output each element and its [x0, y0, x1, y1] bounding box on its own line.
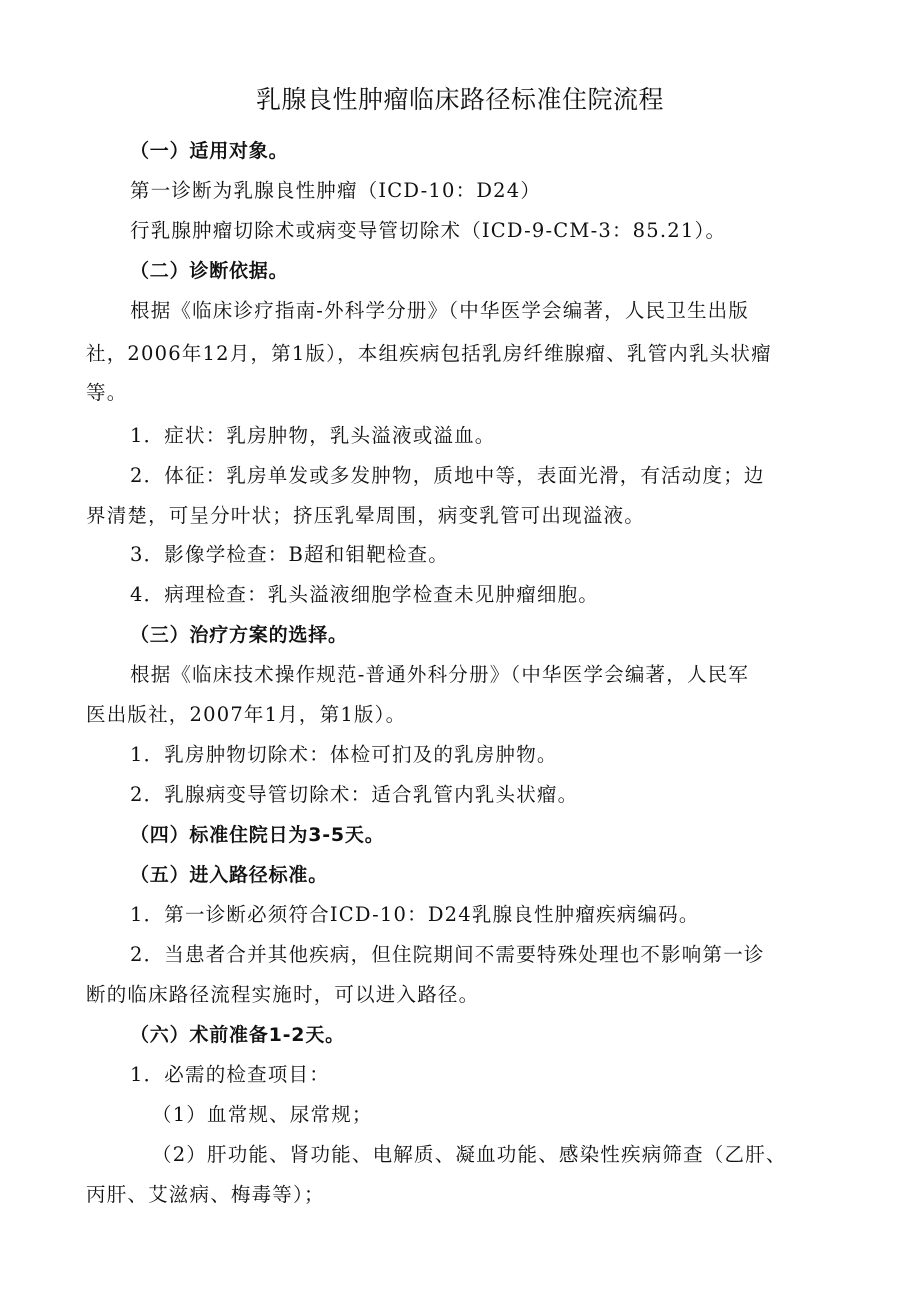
section-heading-6: （六）术前准备1-2天。: [130, 1024, 345, 1046]
list-item: 1．第一诊断必须符合ICD-10：D24乳腺良性肿瘤疾病编码。: [130, 903, 700, 926]
paragraph-line: 医出版社，2007年1月，第1版）。: [86, 703, 407, 726]
paragraph-line: 等。: [86, 381, 128, 404]
list-item: 4．病理检查：乳头溢液细胞学检查未见肿瘤细胞。: [130, 583, 600, 606]
section-heading-2: （二）诊断依据。: [130, 260, 289, 282]
list-item: （1）血常规、尿常规；: [152, 1103, 373, 1126]
list-item: 1．必需的检查项目：: [130, 1063, 330, 1086]
section-heading-1: （一）适用对象。: [130, 140, 289, 162]
list-item: 3．影像学检查：B超和钼靶检查。: [130, 543, 449, 566]
paragraph-line: 社，2006年12月，第1版），本组疾病包括乳房纤维腺瘤、乳管内乳头状瘤: [86, 342, 772, 365]
list-item: 2．乳腺病变导管切除术：适合乳管内乳头状瘤。: [130, 783, 579, 806]
list-item: 1．症状：乳房肿物，乳头溢液或溢血。: [130, 424, 496, 447]
paragraph-line: 界清楚，可呈分叶状；挤压乳晕周围，病变乳管可出现溢液。: [86, 504, 645, 527]
paragraph-line: 丙肝、艾滋病、梅毒等）；: [86, 1183, 325, 1206]
paragraph-line: 根据《临床技术操作规范-普通外科分册》（中华医学会编著，人民军: [130, 663, 750, 686]
list-item: 2．当患者合并其他疾病，但住院期间不需要特殊处理也不影响第一诊: [130, 943, 765, 966]
list-item: （2）肝功能、肾功能、电解质、凝血功能、感染性疾病筛查（乙肝、: [152, 1143, 787, 1166]
paragraph-line: 断的临床路径流程实施时，可以进入路径。: [86, 983, 480, 1006]
paragraph-line: 行乳腺肿瘤切除术或病变导管切除术（ICD-9-CM-3：85.21）。: [130, 219, 727, 242]
section-heading-3: （三）治疗方案的选择。: [130, 624, 348, 646]
list-item: 2．体征：乳房单发或多发肿物，质地中等，表面光滑，有活动度；边: [130, 464, 765, 487]
section-heading-4: （四）标准住院日为3-5天。: [130, 824, 385, 846]
list-item: 1．乳房肿物切除术：体检可扪及的乳房肿物。: [130, 743, 558, 766]
document-title: 乳腺良性肿瘤临床路径标准住院流程: [255, 85, 664, 114]
section-heading-5: （五）进入路径标准。: [130, 864, 329, 886]
paragraph-line: 第一诊断为乳腺良性肿瘤（ICD-10：D24）: [130, 179, 542, 202]
paragraph-line: 根据《临床诊疗指南-外科学分册》（中华医学会编著，人民卫生出版: [130, 299, 750, 322]
